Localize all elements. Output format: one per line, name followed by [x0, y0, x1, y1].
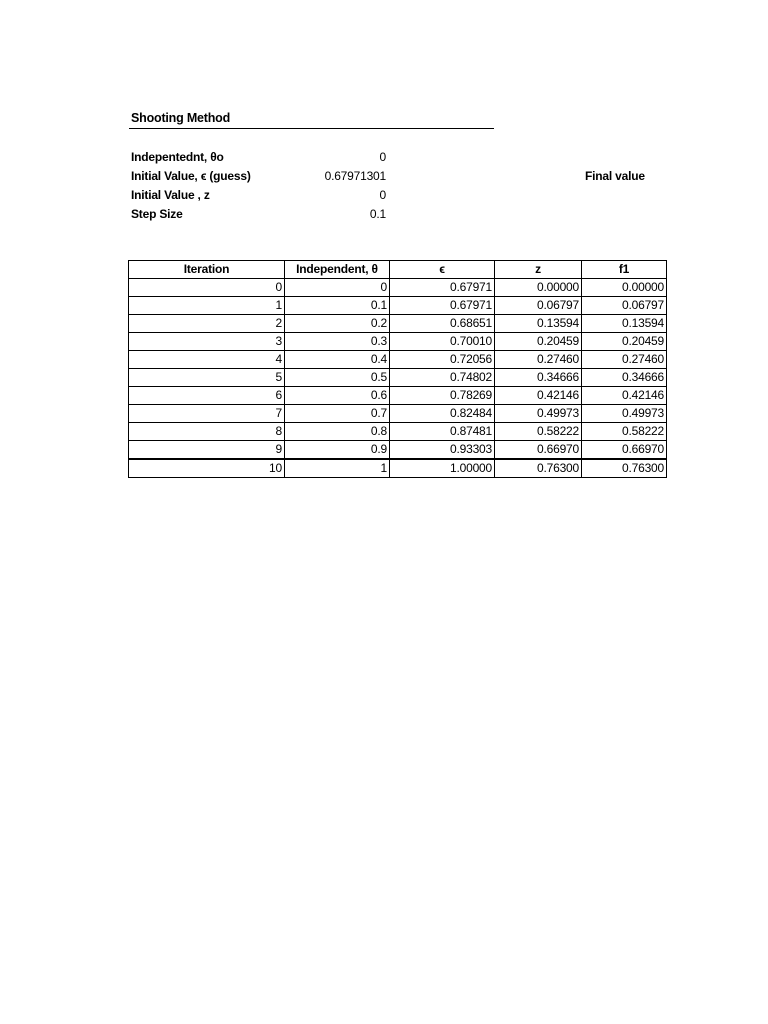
z-cell: 0.20459 — [495, 333, 582, 351]
f1-cell: 0.34666 — [582, 369, 667, 387]
header-z: z — [495, 261, 582, 279]
f1-cell: 0.13594 — [582, 315, 667, 333]
z-cell: 0.06797 — [495, 297, 582, 315]
param-value-initial-z: 0 — [379, 188, 386, 202]
f1-cell: 0.76300 — [582, 459, 667, 478]
iteration-cell: 5 — [129, 369, 285, 387]
z-cell: 0.42146 — [495, 387, 582, 405]
table-row — [129, 441, 667, 460]
independent-cell: 0.3 — [285, 333, 390, 351]
param-value-initial-epsilon: 0.67971301 — [324, 169, 386, 183]
z-cell: 0.00000 — [495, 279, 582, 297]
z-cell: 0.66970 — [495, 441, 582, 460]
table-row — [129, 387, 667, 405]
f1-cell: 0.66970 — [582, 441, 667, 460]
f1-cell: 0.58222 — [582, 423, 667, 441]
iteration-cell: 3 — [129, 333, 285, 351]
independent-cell: 1 — [285, 459, 390, 478]
epsilon-cell: 0.70010 — [390, 333, 495, 351]
table-row — [129, 333, 667, 351]
table-row — [129, 459, 667, 478]
independent-cell: 0.7 — [285, 405, 390, 423]
iteration-cell: 9 — [129, 441, 285, 460]
independent-cell: 0.2 — [285, 315, 390, 333]
epsilon-cell: 0.93303 — [390, 441, 495, 460]
iteration-cell: 10 — [129, 459, 285, 478]
epsilon-cell: 0.72056 — [390, 351, 495, 369]
results-table — [128, 260, 667, 478]
iteration-cell: 6 — [129, 387, 285, 405]
iteration-cell: 4 — [129, 351, 285, 369]
iteration-cell: 0 — [129, 279, 285, 297]
independent-cell: 0.8 — [285, 423, 390, 441]
param-label-initial-z: Initial Value , z — [131, 188, 210, 202]
header-iteration: Iteration — [129, 261, 285, 279]
epsilon-cell: 0.78269 — [390, 387, 495, 405]
param-value-independent: 0 — [379, 150, 386, 164]
table-row — [129, 297, 667, 315]
param-label-initial-epsilon: Initial Value, ϵ (guess) — [131, 169, 251, 183]
z-cell: 0.49973 — [495, 405, 582, 423]
table-row — [129, 315, 667, 333]
f1-cell: 0.27460 — [582, 351, 667, 369]
iteration-cell: 7 — [129, 405, 285, 423]
independent-cell: 0.5 — [285, 369, 390, 387]
z-cell: 0.34666 — [495, 369, 582, 387]
param-label-step-size: Step Size — [131, 207, 183, 221]
table-row — [129, 369, 667, 387]
f1-cell: 0.20459 — [582, 333, 667, 351]
epsilon-cell: 0.74802 — [390, 369, 495, 387]
independent-cell: 0.9 — [285, 441, 390, 460]
table-row — [129, 405, 667, 423]
epsilon-cell: 0.87481 — [390, 423, 495, 441]
iteration-cell: 1 — [129, 297, 285, 315]
table-row — [129, 279, 667, 297]
f1-cell: 0.00000 — [582, 279, 667, 297]
independent-cell: 0 — [285, 279, 390, 297]
epsilon-cell: 0.67971 — [390, 279, 495, 297]
f1-cell: 0.42146 — [582, 387, 667, 405]
title-underline — [129, 128, 494, 129]
independent-cell: 0.6 — [285, 387, 390, 405]
table-row — [129, 423, 667, 441]
epsilon-cell: 0.82484 — [390, 405, 495, 423]
z-cell: 0.13594 — [495, 315, 582, 333]
param-label-independent: Indepentednt, θo — [131, 150, 224, 164]
table-header-row — [129, 261, 667, 279]
epsilon-cell: 1.00000 — [390, 459, 495, 478]
param-value-step-size: 0.1 — [369, 207, 386, 221]
z-cell: 0.58222 — [495, 423, 582, 441]
sheet-title: Shooting Method — [131, 111, 231, 125]
table-row — [129, 351, 667, 369]
independent-cell: 0.1 — [285, 297, 390, 315]
f1-cell: 0.49973 — [582, 405, 667, 423]
header-f1: f1 — [582, 261, 667, 279]
header-independent: Independent, θ — [285, 261, 390, 279]
z-cell: 0.27460 — [495, 351, 582, 369]
header-epsilon: ϵ — [390, 261, 495, 279]
f1-cell: 0.06797 — [582, 297, 667, 315]
iteration-cell: 2 — [129, 315, 285, 333]
epsilon-cell: 0.68651 — [390, 315, 495, 333]
final-value-label: Final value — [585, 169, 645, 183]
iteration-cell: 8 — [129, 423, 285, 441]
z-cell: 0.76300 — [495, 459, 582, 478]
epsilon-cell: 0.67971 — [390, 297, 495, 315]
independent-cell: 0.4 — [285, 351, 390, 369]
